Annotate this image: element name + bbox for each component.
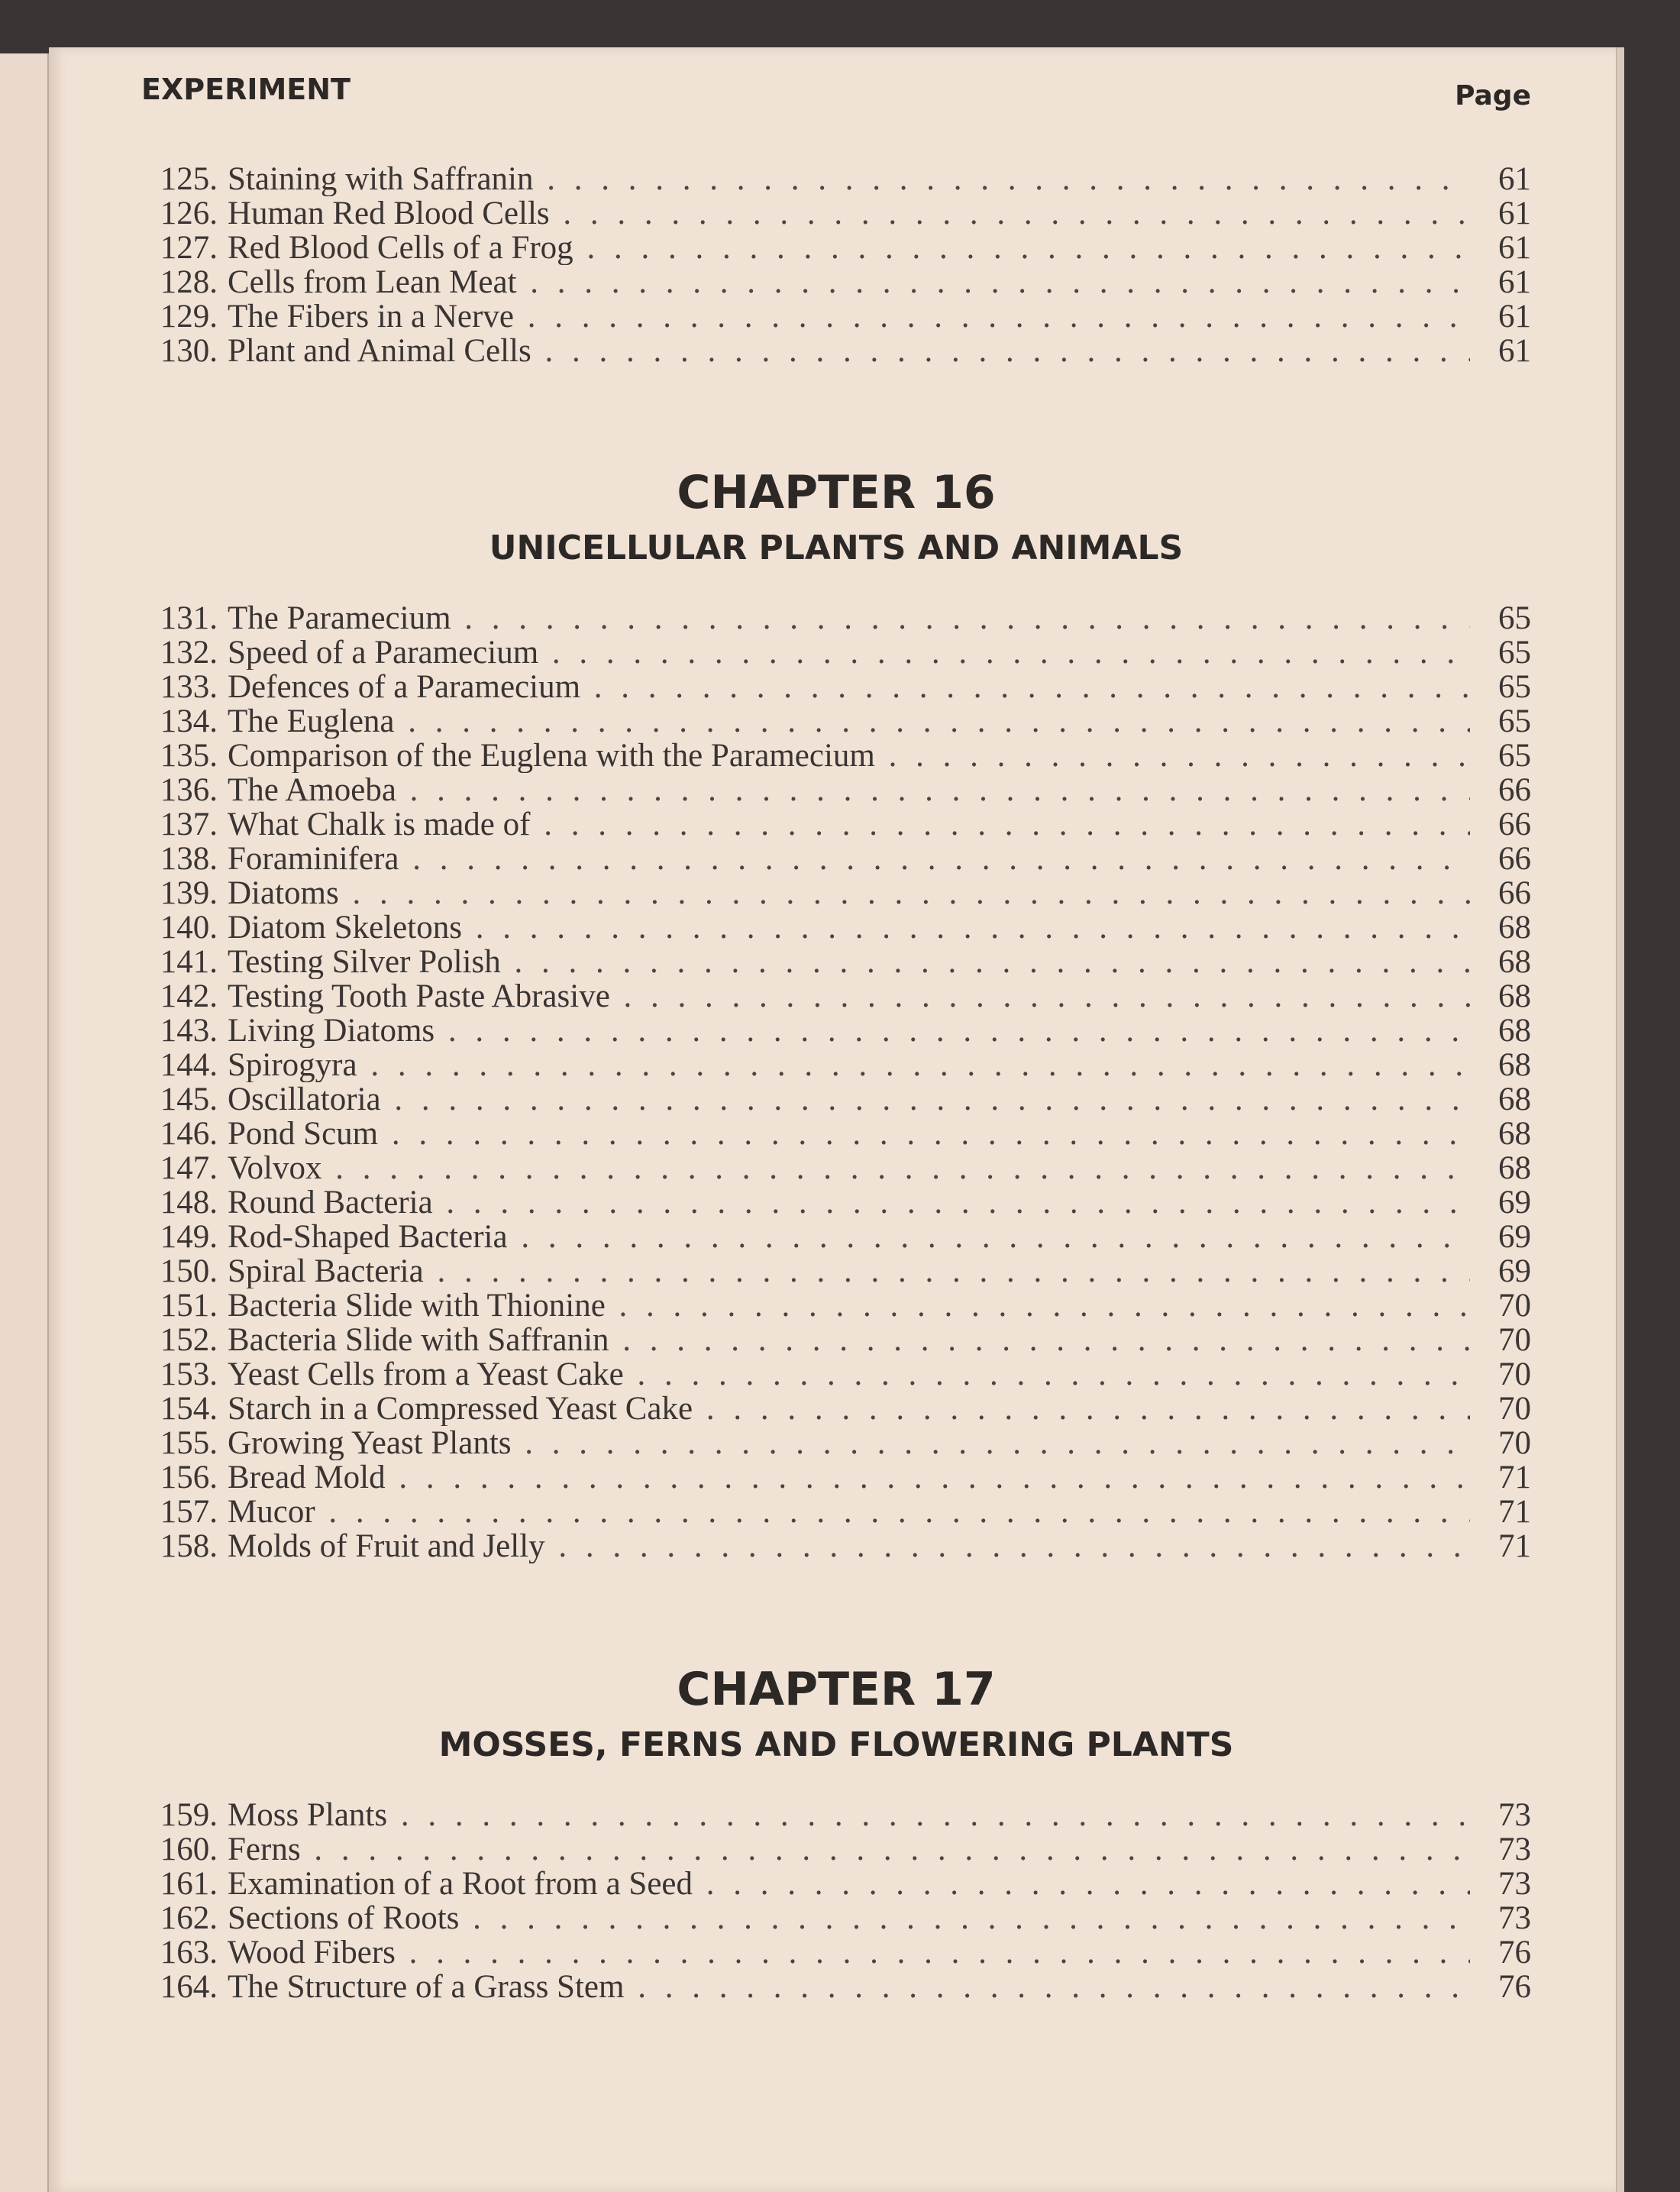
experiment-title-leader [228,1082,1470,1117]
page-number: 73 [1498,1866,1531,1902]
toc-entry [141,945,1531,979]
experiment-title: Testing Tooth Paste Abrasive [228,979,610,1014]
experiment-title-leader [228,231,1470,265]
experiment-title-leader [228,265,1470,299]
experiment-title-leader [228,1460,1470,1495]
experiment-title-leader [228,876,1470,910]
toc-entry [141,1082,1531,1117]
page-number: 69 [1498,1219,1531,1255]
experiment-title: Round Bacteria [228,1185,433,1220]
toc-entry [141,910,1531,945]
experiment-title: Sections of Roots [228,1901,460,1935]
experiment-title: Diatom Skeletons [228,910,462,945]
toc-entry [141,773,1531,807]
experiment-title-leader [228,1357,1470,1392]
page-number: 65 [1498,635,1531,671]
experiment-title-leader [228,334,1470,368]
page-number: 61 [1498,299,1531,335]
experiment-title: Yeast Cells from a Yeast Cake [228,1357,624,1392]
experiment-title: Wood Fibers [228,1935,396,1970]
experiment-title-leader [228,979,1470,1014]
toc-entry [141,299,1531,334]
toc-entry [141,876,1531,910]
experiment-number: 151. [160,1288,218,1324]
experiment-number: 158. [160,1528,218,1564]
page-number: 65 [1498,669,1531,705]
experiment-number: 143. [160,1013,218,1049]
experiment-title: Molds of Fruit and Jelly [228,1529,545,1563]
page-number: 68 [1498,1116,1531,1152]
experiment-title-leader [228,1798,1470,1832]
toc-entry [141,196,1531,231]
experiment-number: 160. [160,1832,218,1867]
toc-entry [141,1935,1531,1970]
toc-entry [141,265,1531,299]
experiment-title-leader [228,162,1470,196]
experiment-title-leader [228,1220,1470,1254]
toc-entry [141,1495,1531,1529]
experiment-title: Bread Mold [228,1460,386,1495]
experiment-number: 134. [160,703,218,739]
toc-entry [141,1254,1531,1288]
continued-section [141,162,1531,368]
experiment-title-leader [228,635,1470,670]
page-column-header: Page [1455,80,1531,112]
experiment-title-leader [228,807,1470,842]
experiment-number: 163. [160,1935,218,1971]
experiment-title-leader [228,1048,1470,1082]
experiment-title: Speed of a Paramecium [228,635,539,670]
experiment-title-leader [228,1392,1470,1426]
toc-entry [141,1460,1531,1495]
experiment-title-leader [228,1970,1470,2004]
experiment-title-leader [228,1185,1470,1220]
experiment-title-leader [228,1426,1470,1460]
page-number: 61 [1498,196,1531,231]
experiment-title: Testing Silver Polish [228,945,501,979]
experiment-title-leader [228,1832,1470,1867]
experiment-title-leader [228,1935,1470,1970]
experiment-title: Oscillatoria [228,1082,381,1117]
page-number: 65 [1498,703,1531,739]
toc-entry [141,1392,1531,1426]
experiment-number: 146. [160,1116,218,1152]
experiment-title: Diatoms [228,876,339,910]
page-number: 73 [1498,1797,1531,1833]
page-number: 71 [1498,1494,1531,1530]
experiment-title: Pond Scum [228,1117,379,1151]
experiment-number: 155. [160,1425,218,1461]
experiment-number: 129. [160,299,218,335]
experiment-title: Plant and Animal Cells [228,334,531,368]
toc-entry [141,601,1531,635]
experiment-title-leader [228,196,1470,231]
experiment-title-leader [228,910,1470,945]
experiment-title: The Structure of a Grass Stem [228,1970,625,2004]
toc-entry [141,334,1531,368]
toc-entry [141,842,1531,876]
toc-entry [141,1220,1531,1254]
experiment-number: 147. [160,1150,218,1186]
experiment-title: Growing Yeast Plants [228,1426,512,1460]
page-number: 70 [1498,1322,1531,1358]
experiment-title: The Paramecium [228,601,451,635]
experiment-title: Mucor [228,1495,315,1529]
experiment-title-leader [228,299,1470,334]
chapter-16-subtitle: UNICELLULAR PLANTS AND ANIMALS [489,529,1184,567]
page-number: 70 [1498,1356,1531,1392]
toc-entry [141,1832,1531,1867]
experiment-title-leader [228,1014,1470,1048]
page-number: 68 [1498,1150,1531,1186]
experiment-number: 149. [160,1219,218,1255]
experiment-number: 128. [160,264,218,300]
experiment-title: Foraminifera [228,842,399,876]
chapter-16-section [141,462,1531,1563]
page-number: 61 [1498,230,1531,266]
page-number: 66 [1498,807,1531,842]
experiment-number: 141. [160,944,218,980]
toc-entry [141,1867,1531,1901]
toc-entry [141,1048,1531,1082]
page-number: 68 [1498,1081,1531,1117]
toc-entry [141,1798,1531,1832]
experiment-number: 127. [160,230,218,266]
experiment-number: 126. [160,196,218,231]
facing-page-edge [0,53,50,2192]
toc-entry [141,635,1531,670]
experiment-number: 133. [160,669,218,705]
toc-entry [141,1288,1531,1323]
entry-list [141,162,1531,368]
experiment-title: Spirogyra [228,1048,357,1082]
experiment-title: Red Blood Cells of a Frog [228,231,573,265]
page-number: 68 [1498,978,1531,1014]
experiment-title-leader [228,842,1470,876]
experiment-title-leader [228,1867,1470,1901]
experiment-number: 139. [160,875,218,911]
chapter-17-subtitle: MOSSES, FERNS AND FLOWERING PLANTS [438,1725,1234,1764]
experiment-number: 140. [160,910,218,946]
toc-entry [141,670,1531,704]
experiment-number: 136. [160,772,218,808]
experiment-title-leader [228,739,1470,773]
experiment-title-leader [228,1288,1470,1323]
toc-entry [141,1323,1531,1357]
experiment-title-leader [228,1254,1470,1288]
experiment-title-leader [228,1495,1470,1529]
page-number: 76 [1498,1935,1531,1971]
experiment-title: Bacteria Slide with Saffranin [228,1323,609,1357]
experiment-number: 132. [160,635,218,671]
page-number: 70 [1498,1288,1531,1324]
experiment-number: 153. [160,1356,218,1392]
page-number: 61 [1498,264,1531,300]
experiment-title: The Euglena [228,704,395,739]
page-number: 69 [1498,1185,1531,1220]
toc-entry [141,807,1531,842]
chapter-17-section [141,1659,1531,2004]
experiment-title: Human Red Blood Cells [228,196,550,231]
entry-list [141,601,1531,1563]
experiment-title: Examination of a Root from a Seed [228,1867,693,1901]
page-number: 66 [1498,841,1531,877]
page-number: 66 [1498,772,1531,808]
page-number: 73 [1498,1900,1531,1936]
toc-entry [141,231,1531,265]
page-number: 61 [1498,161,1531,197]
page-number: 65 [1498,600,1531,636]
experiment-title: Staining with Saffranin [228,162,534,196]
experiment-title: Spiral Bacteria [228,1254,424,1288]
experiment-number: 152. [160,1322,218,1358]
experiment-title: The Amoeba [228,773,396,807]
experiment-title-leader [228,670,1470,704]
experiment-title: Comparison of the Euglena with the Paramecium [228,739,875,773]
experiment-title: What Chalk is made of [228,807,531,842]
page-number: 65 [1498,738,1531,774]
experiment-number: 157. [160,1494,218,1530]
toc-entry [141,1151,1531,1185]
page-number: 71 [1498,1460,1531,1495]
experiment-number: 135. [160,738,218,774]
toc-entry [141,704,1531,739]
page-number: 68 [1498,1047,1531,1083]
page-edge [1616,47,1624,2192]
page-number: 76 [1498,1969,1531,2005]
experiment-number: 130. [160,333,218,369]
experiment-number: 150. [160,1253,218,1289]
experiment-title-leader [228,1117,1470,1151]
experiment-title-leader [228,945,1470,979]
experiment-title: Moss Plants [228,1798,388,1832]
toc-entry [141,162,1531,196]
chapter-17-title: CHAPTER 17 [677,1663,996,1716]
toc-entry [141,1357,1531,1392]
experiment-number: 156. [160,1460,218,1495]
toc-entry [141,979,1531,1014]
experiment-title: Volvox [228,1151,322,1185]
page-number: 61 [1498,333,1531,369]
experiment-number: 159. [160,1797,218,1833]
experiment-number: 164. [160,1969,218,2005]
page-number: 70 [1498,1391,1531,1427]
experiment-title-leader [228,704,1470,739]
page-number: 68 [1498,944,1531,980]
experiment-title: Living Diatoms [228,1014,435,1048]
experiment-title: The Fibers in a Nerve [228,299,514,334]
toc-entry [141,1529,1531,1563]
experiment-number: 161. [160,1866,218,1902]
toc-entry [141,1117,1531,1151]
page-number: 68 [1498,910,1531,946]
experiment-number: 137. [160,807,218,842]
toc-entry [141,1970,1531,2004]
experiment-title-leader [228,1323,1470,1357]
experiment-column-header: EXPERIMENT [141,73,351,106]
toc-entry [141,1426,1531,1460]
experiment-number: 142. [160,978,218,1014]
experiment-number: 131. [160,600,218,636]
chapter-16-title: CHAPTER 16 [677,466,996,519]
experiment-number: 148. [160,1185,218,1220]
experiment-number: 145. [160,1081,218,1117]
experiment-title: Defences of a Paramecium [228,670,581,704]
experiment-number: 162. [160,1900,218,1936]
experiment-title: Starch in a Compressed Yeast Cake [228,1392,693,1426]
experiment-title: Ferns [228,1832,301,1867]
experiment-title-leader [228,1151,1470,1185]
experiment-number: 125. [160,161,218,197]
page-number: 71 [1498,1528,1531,1564]
toc-entry [141,739,1531,773]
page-number: 73 [1498,1832,1531,1867]
experiment-title-leader [228,1529,1470,1563]
experiment-title: Bacteria Slide with Thionine [228,1288,606,1323]
experiment-number: 154. [160,1391,218,1427]
page-number: 68 [1498,1013,1531,1049]
experiment-title-leader [228,601,1470,635]
experiment-title: Cells from Lean Meat [228,265,517,299]
page-number: 66 [1498,875,1531,911]
toc-entry [141,1014,1531,1048]
entry-list [141,1798,1531,2004]
experiment-title-leader [228,1901,1470,1935]
experiment-title-leader [228,773,1470,807]
toc-entry [141,1185,1531,1220]
page-number: 69 [1498,1253,1531,1289]
experiment-title: Rod-Shaped Bacteria [228,1220,508,1254]
page-number: 70 [1498,1425,1531,1461]
experiment-number: 144. [160,1047,218,1083]
experiment-number: 138. [160,841,218,877]
toc-entry [141,1901,1531,1935]
